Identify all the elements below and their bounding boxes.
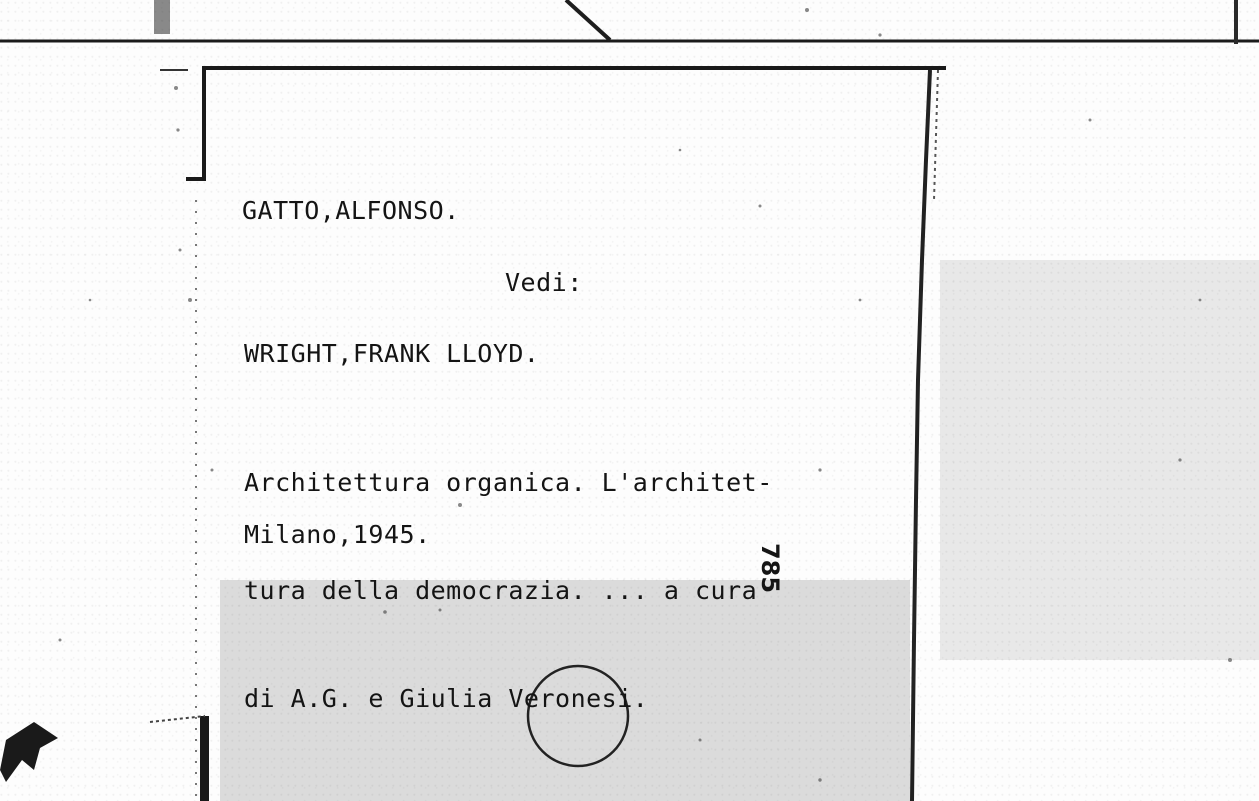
title-line-1: Architettura organica. L'architet- <box>244 468 773 497</box>
title-block <box>244 393 773 789</box>
top-left-artifact <box>154 0 170 34</box>
scan-stipple-right <box>940 260 1259 660</box>
card-right-edge <box>912 70 930 801</box>
shelf-mark: 785 <box>756 542 784 594</box>
author-entry: WRIGHT,FRANK LLOYD. <box>244 339 540 368</box>
title-line-3: di A.G. e Giulia Veronesi. <box>244 684 649 713</box>
card-heading: GATTO,ALFONSO. <box>242 196 460 225</box>
imprint: Milano,1945. <box>244 520 431 549</box>
card-right-edge-shadow <box>934 70 938 200</box>
title-line-2: tura della democrazia. ... a cura <box>244 576 758 605</box>
bottom-left-edge-mark <box>200 716 209 801</box>
card-corner-bracket <box>186 68 946 179</box>
top-diagonal-artifact <box>566 0 610 40</box>
see-reference: Vedi: <box>505 268 583 297</box>
bottom-left-ink-artifact <box>0 722 58 782</box>
